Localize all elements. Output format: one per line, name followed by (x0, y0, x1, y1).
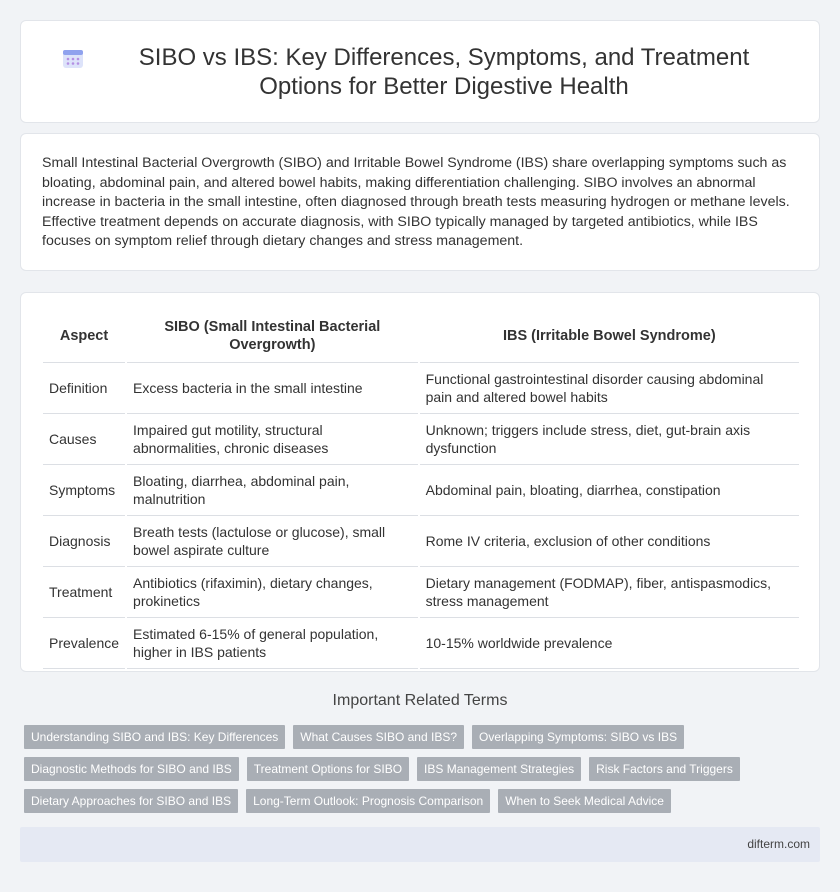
row-sibo: Breath tests (lactulose or glucose), small bowel aspirate culture (126, 516, 419, 567)
row-ibs: Unknown; triggers include stress, diet, gut-brain axis dysfunction (419, 414, 799, 465)
row-ibs: Abdominal pain, bloating, diarrhea, constipation (419, 465, 799, 516)
header-card (20, 20, 820, 123)
row-aspect: Treatment (43, 567, 126, 618)
calendar-icon (61, 46, 85, 70)
row-ibs: Dietary management (FODMAP), fiber, antispasmodics, stress management (419, 567, 799, 618)
header-aspect: Aspect (43, 310, 126, 363)
related-term-tag[interactable]: IBS Management Strategies (417, 757, 581, 781)
row-ibs: 10-15% worldwide prevalence (419, 618, 799, 669)
related-term-tag[interactable]: Overlapping Symptoms: SIBO vs IBS (472, 725, 684, 749)
row-aspect: Diagnosis (43, 516, 126, 567)
intro-paragraph: Small Intestinal Bacterial Overgrowth (SIBO) and Irritable Bowel Syndrome (IBS) share overlapping symptoms such as bloating, abdominal pain, and altered bowel habits, making differentiation challenging. SIBO involves an abnormal increase in bacteria in the small intestine, often diagnosed through breath tests measuring hydrogen or methane levels. Effective treatment depends on accurate diagnosis, with SIBO typically managed by targeted antibiotics, while IBS focuses on symptom relief through dietary changes and stress management. (42, 155, 790, 249)
row-aspect: Prevalence (43, 618, 126, 669)
table-row (43, 414, 799, 465)
tag-row (24, 725, 824, 749)
comparison-card (20, 292, 820, 672)
row-aspect: Definition (43, 363, 126, 414)
row-ibs: Rome IV criteria, exclusion of other conditions (419, 516, 799, 567)
table-row (43, 465, 799, 516)
table-header-row (43, 310, 799, 363)
header-ibs: IBS (Irritable Bowel Syndrome) (419, 310, 799, 363)
related-term-tag[interactable]: Dietary Approaches for SIBO and IBS (24, 789, 238, 813)
table-row (43, 516, 799, 567)
comparison-table (43, 310, 799, 669)
row-aspect: Symptoms (43, 465, 126, 516)
row-sibo: Antibiotics (rifaximin), dietary changes, prokinetics (126, 567, 419, 618)
table-row (43, 567, 799, 618)
footer (20, 827, 820, 862)
table-row (43, 363, 799, 414)
related-term-tag[interactable]: Diagnostic Methods for SIBO and IBS (24, 757, 239, 781)
related-term-tag[interactable]: Understanding SIBO and IBS: Key Differences (24, 725, 285, 749)
footer-site-link[interactable]: difterm.com (747, 837, 810, 851)
related-terms-heading: Important Related Terms (332, 692, 508, 709)
related-terms-tags (24, 725, 824, 821)
tag-row (24, 757, 824, 781)
page-title: SIBO vs IBS: Key Differences, Symptoms, and Treatment Options for Better Digestive Health (138, 43, 750, 100)
intro-card (20, 133, 820, 271)
row-sibo: Bloating, diarrhea, abdominal pain, malnutrition (126, 465, 419, 516)
tag-row (24, 789, 824, 813)
row-ibs: Functional gastrointestinal disorder causing abdominal pain and altered bowel habits (419, 363, 799, 414)
row-aspect: Causes (43, 414, 126, 465)
related-term-tag[interactable]: Long-Term Outlook: Prognosis Comparison (246, 789, 490, 813)
related-term-tag[interactable]: Treatment Options for SIBO (247, 757, 409, 781)
related-term-tag[interactable]: What Causes SIBO and IBS? (293, 725, 464, 749)
table-row (43, 618, 799, 669)
row-sibo: Estimated 6-15% of general population, higher in IBS patients (126, 618, 419, 669)
header-sibo: SIBO (Small Intestinal Bacterial Overgrowth) (126, 310, 419, 363)
row-sibo: Excess bacteria in the small intestine (126, 363, 419, 414)
row-sibo: Impaired gut motility, structural abnormalities, chronic diseases (126, 414, 419, 465)
related-term-tag[interactable]: When to Seek Medical Advice (498, 789, 671, 813)
related-term-tag[interactable]: Risk Factors and Triggers (589, 757, 740, 781)
